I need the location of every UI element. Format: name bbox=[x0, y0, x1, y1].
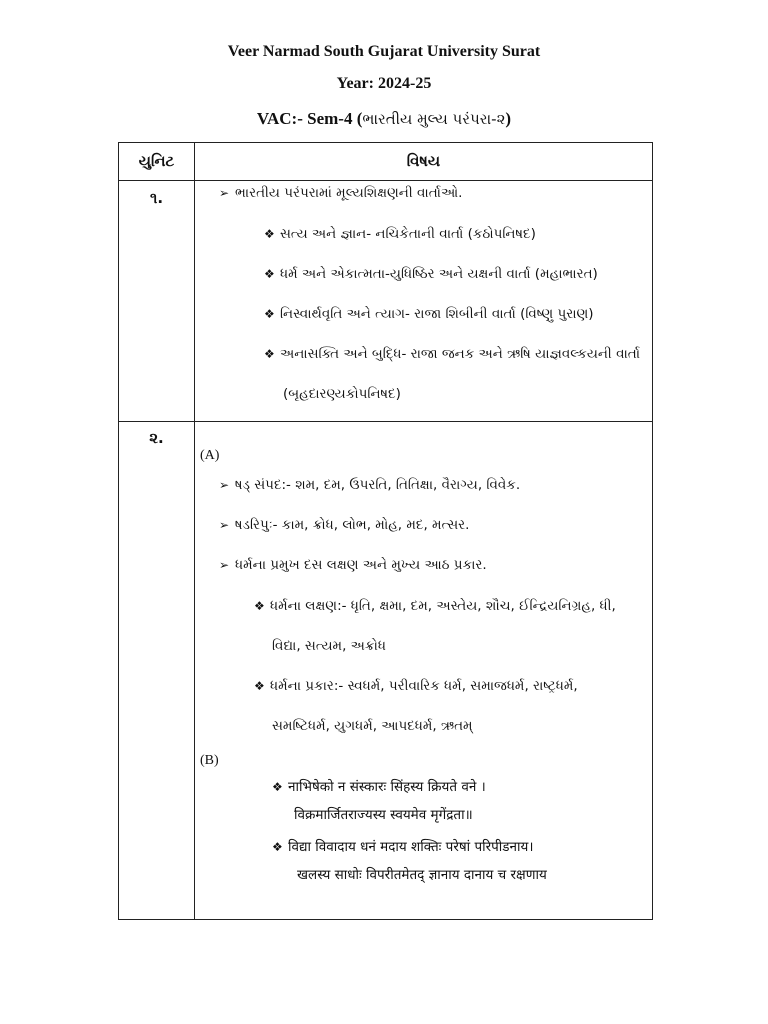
diamond-bullet-icon: ❖ bbox=[254, 679, 265, 693]
shloka-1-line-1: ❖ नाभिषेको न संस्कारः सिंहस्य क्रियते वने । bbox=[272, 779, 486, 795]
unit-row-divider bbox=[119, 421, 652, 422]
unit-1-story-4: ❖ અનાસક્તિ અને બુદ્ધિ- રાજા જનક અને ઋષિ યાજ્ઞવલ્કયની વાર્તા bbox=[264, 346, 641, 362]
shloka-2-line-2: खलस्य साधोः विपरीतमेतद् ज्ञानाय दानाय च रक्षणाय bbox=[297, 867, 547, 883]
course-title bbox=[0, 109, 768, 129]
unit-1-number: ૧. bbox=[149, 189, 164, 207]
diamond-bullet-icon: ❖ bbox=[264, 347, 275, 361]
university-title: Veer Narmad South Gujarat University Surat bbox=[227, 43, 541, 60]
unit-2-item-shad-sampad: ➢ ષડ્ સંપદ:- શમ, દમ, ઉપરતિ, તિતિક્ષા, વૈરાગ્ય, વિવેક. bbox=[219, 477, 521, 493]
diamond-bullet-icon: ❖ bbox=[264, 227, 275, 241]
column-header-subject: વિષય bbox=[406, 152, 441, 170]
arrow-bullet-icon: ➢ bbox=[219, 478, 230, 492]
shloka-1-line-2: विक्रमार्जितराज्यस्य स्वयमेव मृगेंद्रता॥ bbox=[294, 807, 473, 823]
section-b-label: (B) bbox=[200, 753, 219, 768]
academic-year: Year: 2024-25 bbox=[336, 75, 432, 92]
column-divider bbox=[194, 143, 195, 919]
unit-1-main-topic: ➢ ભારતીય પરંપરામાં મૂલ્યશિક્ષણની વાર્તાઓ. bbox=[219, 185, 463, 201]
unit-1-story-4-source: (બૃહદારણ્યકોપનિષદ) bbox=[283, 386, 401, 402]
diamond-bullet-icon: ❖ bbox=[254, 599, 265, 613]
shloka-2-line-1: ❖ विद्या विवादाय धनं मदाय शक्तिः परेषां परिपीडनाय। bbox=[272, 839, 534, 855]
course-gujarati-name: ભારતીય મુલ્ય પરંપરા-૨ bbox=[362, 110, 506, 128]
dharma-prakar-continued: સમષ્ટિધર્મ, યુગધર્મ, આપદધર્મ, ઋતમ્ bbox=[272, 718, 473, 734]
syllabus-table bbox=[118, 142, 653, 920]
diamond-bullet-icon: ❖ bbox=[264, 267, 275, 281]
unit-2-number: ૨. bbox=[149, 429, 164, 447]
dharma-lakshan-continued: વિદ્યા, સત્યમ, અક્રોધ bbox=[272, 638, 386, 654]
unit-1-story-1: ❖ સત્ય અને જ્ઞાન- નચિકેતાની વાર્તા (કઠોપનિષદ) bbox=[264, 226, 536, 242]
arrow-bullet-icon: ➢ bbox=[219, 518, 230, 532]
unit-1-story-2: ❖ ધર્મ અને એકાત્મતા-યુધિષ્ઠિર અને યક્ષની વાર્તા (મહાભારત) bbox=[264, 266, 598, 282]
diamond-bullet-icon: ❖ bbox=[272, 840, 283, 854]
course-suffix: ) bbox=[505, 109, 512, 128]
header-row-divider bbox=[119, 180, 652, 181]
unit-2-item-dharma: ➢ ધર્મના પ્રમુખ દસ લક્ષણ અને મુખ્ય આઠ પ્રકાર. bbox=[219, 557, 487, 573]
column-header-unit: યુનિટ bbox=[138, 152, 175, 170]
dharma-prakar: ❖ ધર્મના પ્રકાર:- સ્વધર્મ, પરીવારિક ધર્મ, સમાજધર્મ, રાષ્ટ્રધર્મ, bbox=[254, 678, 578, 694]
unit-1-story-3: ❖ નિસ્વાર્થવૃતિ અને ત્યાગ- રાજા શિબીની વાર્તા (વિષ્ણુ પુરાણ) bbox=[264, 306, 594, 322]
diamond-bullet-icon: ❖ bbox=[264, 307, 275, 321]
diamond-bullet-icon: ❖ bbox=[272, 780, 283, 794]
dharma-lakshan: ❖ ધર્મના લક્ષણ:- ધૃતિ, ક્ષમા, દમ, અસ્તેય, શૌચ, ઈન્દ્રિયનિગ્રહ, ધી, bbox=[254, 598, 616, 614]
arrow-bullet-icon: ➢ bbox=[219, 186, 230, 200]
course-prefix: VAC:- Sem-4 ( bbox=[256, 109, 363, 128]
section-a-label: (A) bbox=[200, 448, 220, 463]
unit-2-item-shadripu: ➢ ષડરિપુઃ- કામ, ક્રોધ, લોભ, મોહ, મદ, મત્સર. bbox=[219, 517, 470, 533]
arrow-bullet-icon: ➢ bbox=[219, 558, 230, 572]
